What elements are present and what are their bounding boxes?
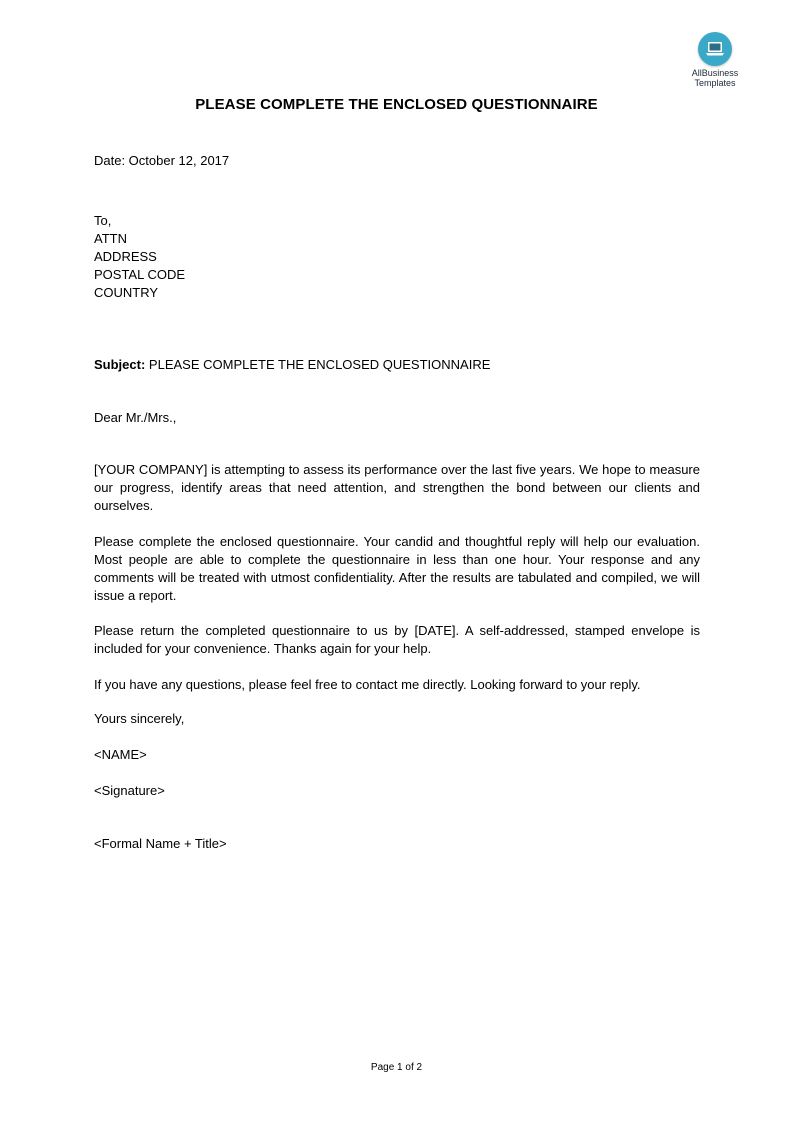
paragraph-return: Please return the completed questionnaire to us by [DATE]. A self-addressed, stamped envelope is included for your convenience. Thanks again for your help. (94, 623, 700, 656)
sender-name: <NAME> (94, 747, 147, 762)
brand-logo (684, 32, 746, 88)
subject-text: PLEASE COMPLETE THE ENCLOSED QUESTIONNAIRE (148, 357, 491, 372)
address-postal-code: POSTAL CODE (94, 267, 186, 282)
address-attn: ATTN (94, 231, 127, 246)
letter-date: Date: October 12, 2017 (94, 153, 230, 168)
laptop-icon (698, 32, 732, 66)
subject-label: Subject: (94, 357, 146, 372)
address-to: To, (94, 213, 112, 228)
paragraph-request: Please complete the enclosed questionnaire. Your candid and thoughtful reply will help our evaluation. Most people are able to complete the questionnaire in less than one hour. Your response and any comments will be treated with utmost confidentiality. After the results are tabulated and compiled, we will issue a report. (94, 534, 700, 603)
logo-line-1: AllBusiness (691, 68, 739, 78)
logo-text (684, 68, 746, 88)
closing: Yours sincerely, (94, 711, 185, 726)
address-country: COUNTRY (94, 285, 159, 300)
page-number: Page 1 of 2 (370, 1062, 423, 1073)
document-title: PLEASE COMPLETE THE ENCLOSED QUESTIONNAIRE (195, 96, 598, 113)
logo-line-2: Templates (694, 78, 736, 88)
subject-line (94, 356, 700, 374)
recipient-address (94, 212, 700, 302)
paragraph-intro: [YOUR COMPANY] is attempting to assess its performance over the last five years. We hope to measure our progress, identify areas that need attention, and strengthen the bond between our clients and ourselves. (94, 462, 700, 513)
salutation: Dear Mr./Mrs., (94, 410, 177, 425)
signature-placeholder: <Signature> (94, 783, 165, 798)
address-line: ADDRESS (94, 249, 157, 264)
paragraph-contact: If you have any questions, please feel free to contact me directly. Looking forward to your reply. (94, 677, 641, 692)
formal-name-title: <Formal Name + Title> (94, 836, 227, 851)
